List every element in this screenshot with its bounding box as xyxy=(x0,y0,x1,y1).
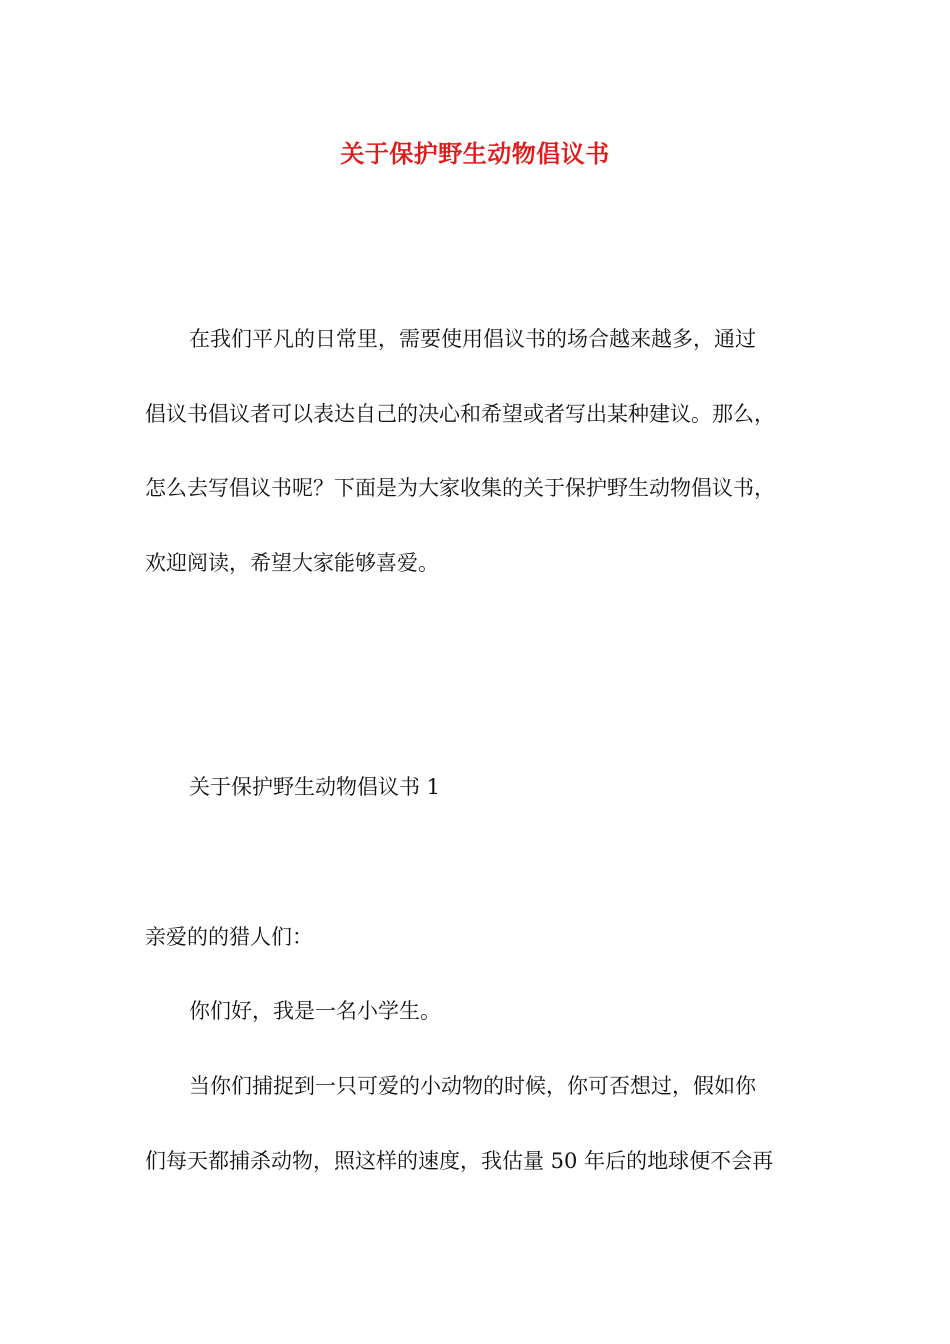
body-line: 当你们捕捉到一只可爱的小动物的时候，你可否想过，假如你 xyxy=(189,1074,756,1098)
body-line: 们每天都捕杀动物，照这样的速度，我估量 50 年后的地球便不会再 xyxy=(145,1149,774,1173)
intro-line: 怎么去写倡议书呢？下面是为大家收集的关于保护野生动物倡议书， xyxy=(145,476,775,500)
document-title: 关于保护野生动物倡议书 xyxy=(340,139,610,168)
section-heading: 关于保护野生动物倡议书 1 xyxy=(189,775,441,799)
greeting-paragraph: 你们好，我是一名小学生。 xyxy=(189,999,441,1023)
intro-line: 倡议书倡议者可以表达自己的决心和希望或者写出某种建议。那么， xyxy=(145,402,775,426)
intro-line: 欢迎阅读，希望大家能够喜爱。 xyxy=(145,551,439,575)
intro-line: 在我们平凡的日常里，需要使用倡议书的场合越来越多，通过 xyxy=(189,327,756,351)
salutation: 亲爱的的猎人们： xyxy=(145,925,313,949)
